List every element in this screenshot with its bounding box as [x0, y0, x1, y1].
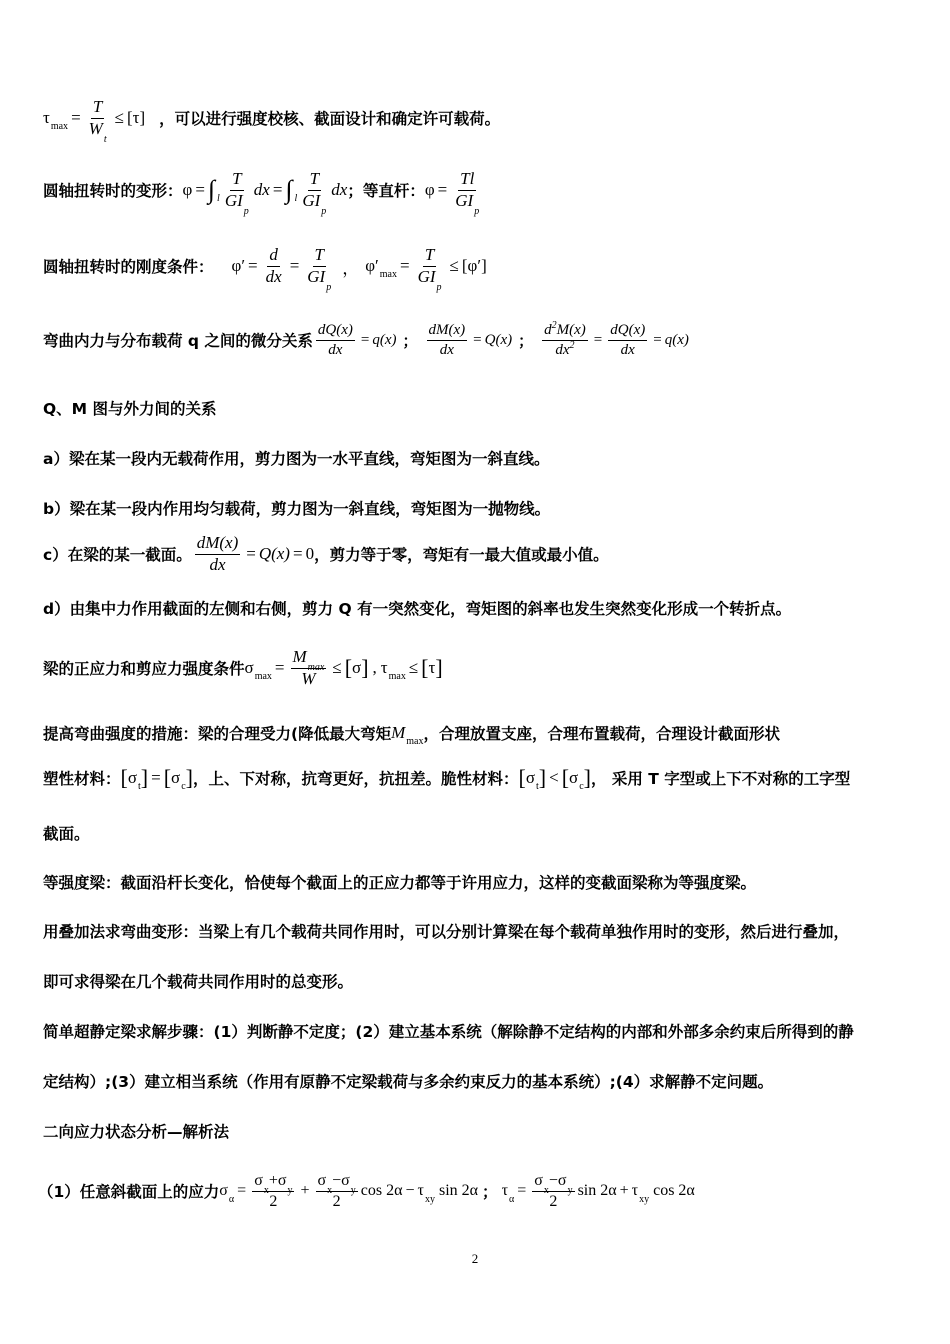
formula-line-max-shear: [43, 97, 920, 145]
torsion-angle-formula: φ = ∫ l $\frac{T}{GI_p}$ dx = ∫ l $\frac{T}{GI_p}$ dx: [182, 169, 348, 217]
formula-line-torsion-deformation: [43, 169, 920, 217]
paragraph-section: [43, 822, 920, 844]
text-l16: 即可求得梁在几个载荷共同作用时的总变形。: [43, 973, 354, 991]
text-l9: d）由集中力作用截面的左侧和右侧，剪力 Q 有一突然变化，弯矩图的斜率也发生突然变化形成一个转折点。: [43, 600, 792, 618]
ductile-condition: [ σ t ] = [ σ c ]: [120, 765, 193, 792]
text-l12a: 塑性材料：: [43, 770, 121, 788]
paragraph-superposition-2: [43, 970, 920, 992]
text-l10: 梁的正应力和剪应力强度条件: [43, 660, 245, 679]
text-l6: a）梁在某一段内无载荷作用，剪力图为一水平直线，弯矩图为一斜直线。: [43, 450, 550, 468]
text-l8b: ，剪力等于零，弯矩有一最大值或最小值。: [314, 546, 609, 565]
text-l11a: 提高弯曲强度的措施：梁的合理受力(降低最大弯矩: [43, 725, 392, 743]
text-l12c: ， 采用 T 字型或上下不对称的工字型: [591, 770, 851, 788]
text-l2a: 圆轴扭转时的变形：: [43, 182, 183, 201]
paragraph-improve-strength: [43, 722, 920, 747]
text-l13: 截面。: [43, 825, 90, 843]
text-l7: b）梁在某一段内作用均匀载荷，剪力图为一斜直线，弯矩图为一抛物线。: [43, 500, 551, 518]
text-l8a: c）在梁的某一截面。: [43, 546, 192, 565]
oblique-normal-stress-formula: σ α = $\frac{\sigma_x+\sigma_y}{2}$ + $\frac{\sigma_x-\sigma_y}{2}$ cos 2α − τ xy sin 2α: [219, 1172, 479, 1210]
formula-line-strength-condition: [43, 648, 920, 688]
formula-line-stiffness: [43, 245, 920, 293]
text-l19: 二向应力状态分析—解析法: [43, 1123, 230, 1141]
stiffness-formula: φ′ = $\frac{d}{dx}$ = $\frac{T}{GI_p}$ ， φ′ max = $\frac{T}{GI_p}$ ≤ [φ′]: [231, 245, 487, 293]
heading-plane-stress: [43, 1120, 920, 1142]
max-moment-symbol: M max: [391, 723, 424, 747]
strength-condition-formula: σ max = $\frac{M_{max}}{W}$ ≤ [ σ ] , τ max ≤ [ τ ]: [244, 647, 443, 688]
paragraph-d: [43, 597, 920, 619]
text-l4a: 弯曲内力与分布载荷 q 之间的微分关系: [43, 332, 313, 350]
paragraph-equal-strength-beam: [43, 871, 920, 893]
text-l17: 简单超静定梁求解步骤：(1）判断静不定度；(2）建立基本系统（解除静不定结构的内部和外部多余约束后所得到的静: [43, 1023, 854, 1041]
paragraph-a: [43, 447, 920, 469]
text-l14: 等强度梁：截面沿杆长变化，恰使每个截面上的正应力都等于许用应力，这样的变截面梁称为等强度梁。: [43, 874, 757, 892]
page-number: 2: [471, 1251, 479, 1266]
formula-line-oblique-stress: [38, 1172, 920, 1210]
paragraph-materials: [43, 765, 920, 792]
paragraph-c: [43, 534, 920, 574]
paragraph-b: [43, 497, 920, 519]
differential-formula: $\frac{dQ(x)}{dx}$ = q(x) ； $\frac{dM(x)}{dx}$ = Q(x) ； $\frac{d^2M(x)}{dx^2}$ = $\frac{dQ(x)}{dx}$ = q(x): [317, 320, 689, 358]
text-l18: 定结构）;(3）建立相当系统（作用有原静不定梁载荷与多余约束反力的基本系统）;(4）求解静不定问题。: [43, 1073, 774, 1091]
max-shear-formula: τ max = $\frac{T}{W_t}$ ≤ [τ]: [43, 97, 146, 145]
text-l1: ，可以进行强度校核、截面设计和确定许可载荷。: [159, 110, 501, 129]
text-l5: Q、M 图与外力间的关系: [43, 400, 217, 418]
formula-line-differential: [43, 322, 920, 358]
text-l11b: ，合理放置支座，合理布置载荷，合理设计截面形状: [423, 725, 780, 743]
brittle-condition: [ σ t ] < [ σ c ]: [518, 765, 591, 792]
text-l20b: ；: [482, 1183, 498, 1202]
uniform-bar-formula: φ = $\frac{Tl}{GI_p}$: [424, 169, 480, 217]
zero-shear-formula: $\frac{dM(x)}{dx}$ = Q(x) = 0: [196, 533, 315, 574]
heading-qm-relation: [43, 397, 920, 419]
paragraph-indeterminate-1: [43, 1020, 920, 1042]
paragraph-indeterminate-2: [43, 1070, 920, 1092]
text-l12b: ，上、下对称，抗弯更好，抗扭差。脆性材料：: [193, 770, 519, 788]
text-l2b: ；等直杆：: [347, 182, 425, 201]
paragraph-superposition-1: [43, 920, 920, 942]
text-l3: 圆轴扭转时的刚度条件：: [43, 258, 214, 277]
oblique-shear-stress-formula: τ α = $\frac{\sigma_x-\sigma_y}{2}$ sin 2α + τ xy cos 2α: [501, 1172, 695, 1210]
text-l15: 用叠加法求弯曲变形：当梁上有几个载荷共同作用时，可以分别计算梁在每个载荷单独作用时的变形，然后进行叠加，: [43, 923, 850, 941]
text-l20a: （1）任意斜截面上的应力: [38, 1183, 220, 1202]
